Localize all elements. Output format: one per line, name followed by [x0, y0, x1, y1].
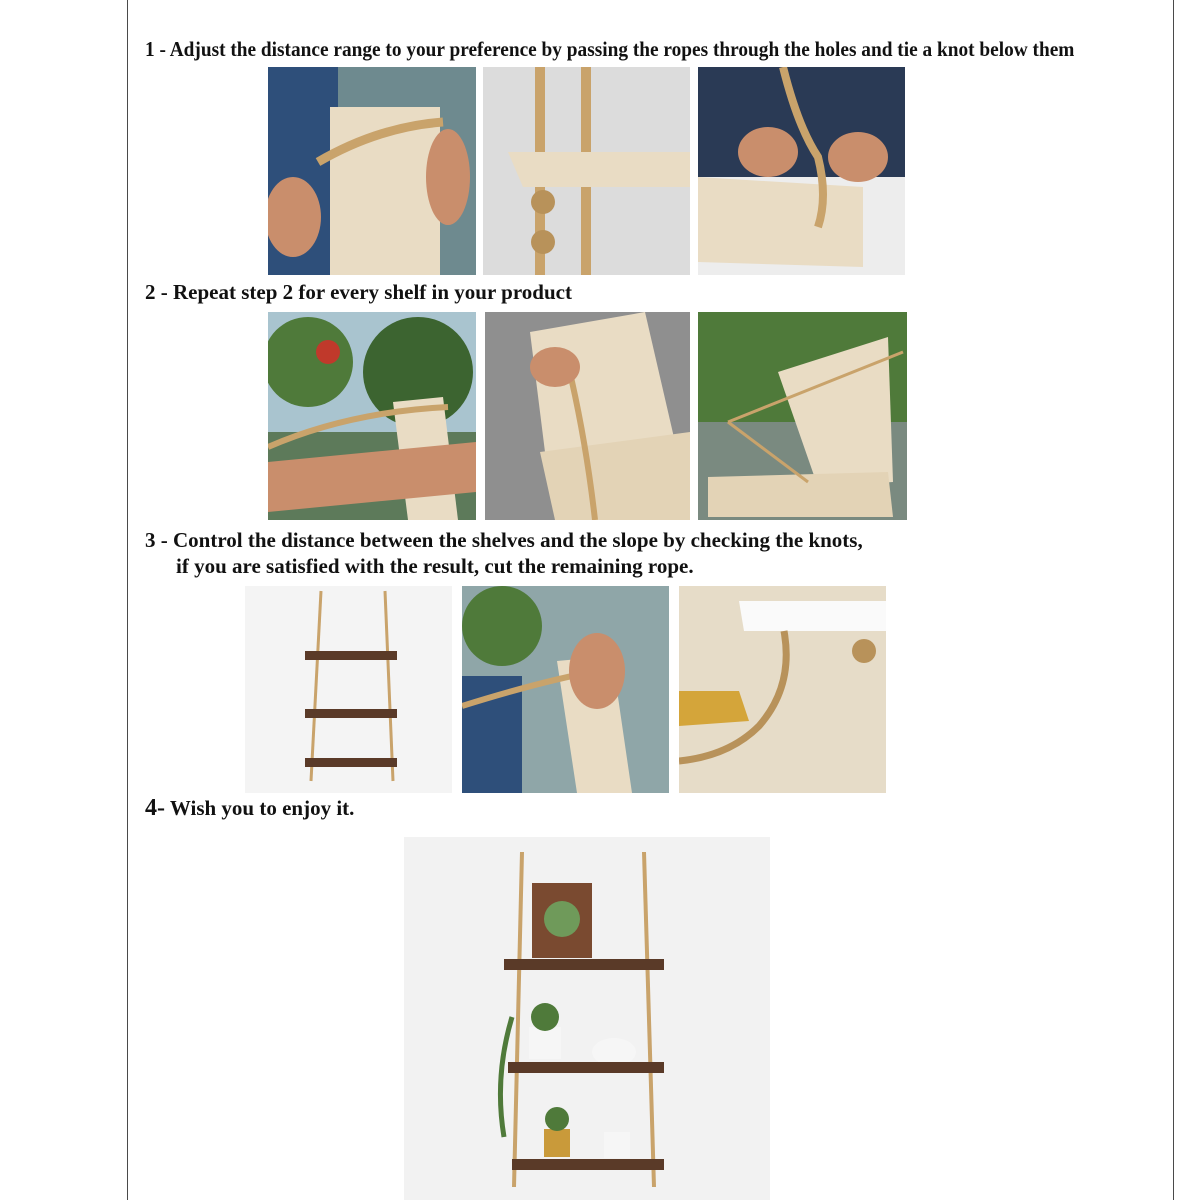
page-border-right	[1173, 0, 1174, 1200]
photo-step1-knot-under-shelf	[483, 67, 690, 275]
page-border-left	[127, 0, 128, 1200]
step3-heading-line1: 3 - Control the distance between the shelves and the slope by checking the knots,	[145, 528, 863, 552]
step2-heading: 2 - Repeat step 2 for every shelf in your product	[145, 280, 572, 304]
step3-heading-line2: if you are satisfied with the result, cut the remaining rope.	[176, 554, 694, 578]
photo-step2-threading-outdoor	[268, 312, 476, 520]
step4-number: 4-	[145, 795, 165, 821]
photo-step3-checking-knot	[462, 586, 669, 793]
step1-heading: 1 - Adjust the distance range to your preference by passing the ropes through the holes and tie a knot below them	[145, 37, 1075, 61]
photo-step3-cutting-rope	[679, 586, 886, 793]
step4-heading	[145, 795, 354, 823]
photo-step1-tying-knot	[698, 67, 905, 275]
photo-step2-pulling-rope	[485, 312, 690, 520]
step4-text: Wish you to enjoy it.	[169, 796, 355, 820]
photo-step2-folded-shelves	[698, 312, 907, 520]
photo-step4-shelf-with-plants	[404, 837, 770, 1200]
photo-step1-rope-through-hole	[268, 67, 476, 275]
photo-step3-finished-shelf	[245, 586, 452, 793]
